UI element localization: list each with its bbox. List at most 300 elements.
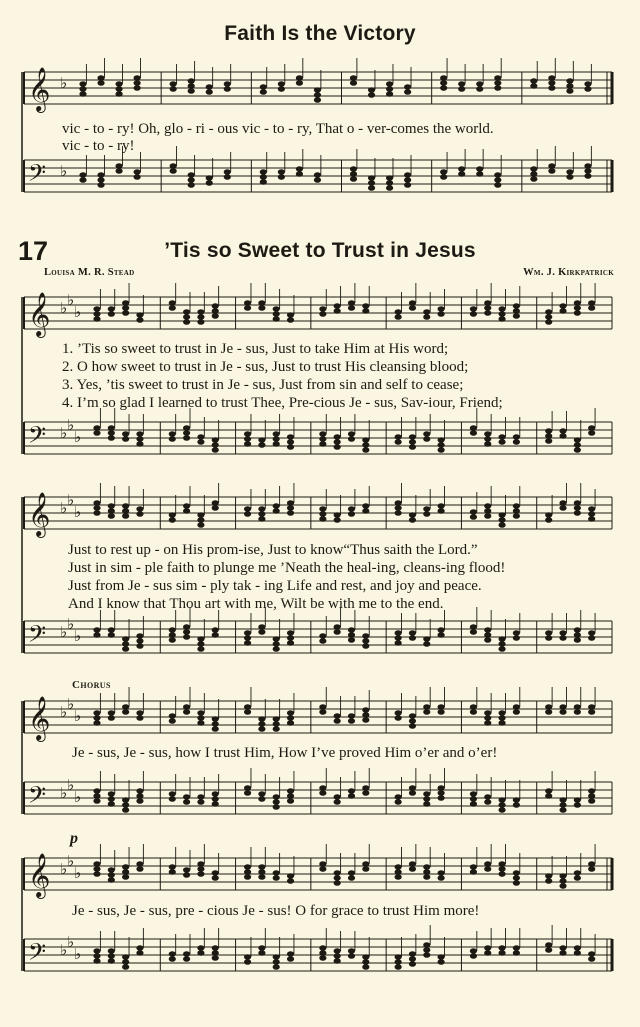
note-head xyxy=(136,441,143,447)
note-head xyxy=(188,182,195,188)
note-head xyxy=(334,875,341,881)
note-head xyxy=(287,510,294,516)
note-head xyxy=(212,442,219,448)
note-head xyxy=(588,956,595,962)
note-head xyxy=(438,709,445,715)
note-head xyxy=(319,638,326,644)
note-head xyxy=(574,500,581,506)
note-head xyxy=(197,314,204,320)
note-head xyxy=(334,444,341,450)
note-head xyxy=(319,945,326,951)
note-head xyxy=(584,168,591,174)
note-head xyxy=(319,306,326,312)
note-head xyxy=(409,961,416,967)
note-head xyxy=(574,437,581,443)
note-head xyxy=(188,88,195,94)
note-head xyxy=(395,314,402,320)
note-head xyxy=(212,505,219,511)
note-head xyxy=(470,514,477,520)
bass-clef: 𝄢 xyxy=(28,781,47,814)
note-head xyxy=(224,169,231,175)
note-head xyxy=(386,175,393,181)
verse-2-line: Just in sim - ple faith to plunge me ’Neath the heal-ing, cleans-ing flood! xyxy=(68,560,506,576)
note-head xyxy=(513,508,520,514)
note-head xyxy=(97,75,104,81)
note-head xyxy=(197,861,204,867)
note-head xyxy=(79,177,86,183)
note-head xyxy=(588,951,595,957)
note-head xyxy=(296,171,303,177)
note-head xyxy=(566,174,573,180)
note-head xyxy=(108,953,115,959)
note-head xyxy=(588,866,595,872)
note-head xyxy=(584,163,591,169)
note-head xyxy=(498,950,505,956)
note-head xyxy=(287,434,294,440)
note-head xyxy=(136,436,143,442)
note-head xyxy=(244,640,251,646)
note-head xyxy=(545,878,552,884)
note-head xyxy=(287,788,294,794)
note-head xyxy=(494,177,501,183)
note-head xyxy=(348,718,355,724)
note-head xyxy=(244,441,251,447)
note-head xyxy=(440,80,447,86)
flat-sign: ♭ xyxy=(74,303,82,321)
note-head xyxy=(108,710,115,716)
note-head xyxy=(470,864,477,870)
note-head xyxy=(93,430,100,436)
note-head xyxy=(498,866,505,872)
note-head xyxy=(122,964,129,970)
note-head xyxy=(574,632,581,638)
note-head xyxy=(115,163,122,169)
note-head xyxy=(197,794,204,800)
note-head xyxy=(513,950,520,956)
note-head xyxy=(287,312,294,318)
note-head xyxy=(108,867,115,873)
note-head xyxy=(134,174,141,180)
flat-sign: ♭ xyxy=(67,416,75,434)
note-head xyxy=(588,788,595,794)
note-head xyxy=(559,308,566,314)
note-head xyxy=(314,177,321,183)
note-head xyxy=(395,874,402,880)
hymn-title-faith-is-the-victory: Faith Is the Victory xyxy=(224,22,416,45)
note-head xyxy=(409,300,416,306)
note-head xyxy=(559,630,566,636)
note-head xyxy=(513,630,520,636)
note-head xyxy=(258,629,265,635)
note-head xyxy=(423,704,430,710)
verse-1-line: Just to rest up - on His prom-ise, Just to know“Thus saith the Lord.” xyxy=(68,542,478,558)
note-head xyxy=(409,630,416,636)
note-head xyxy=(287,715,294,721)
note-head xyxy=(136,945,143,951)
note-head xyxy=(183,425,190,431)
note-head xyxy=(273,794,280,800)
note-head xyxy=(122,508,129,514)
note-head xyxy=(334,953,341,959)
note-head xyxy=(438,447,445,453)
note-head xyxy=(588,511,595,517)
note-head xyxy=(494,85,501,91)
note-head xyxy=(438,503,445,509)
note-head xyxy=(108,948,115,954)
note-head xyxy=(212,955,219,961)
note-head xyxy=(97,172,104,178)
note-head xyxy=(545,942,552,948)
note-head xyxy=(438,790,445,796)
note-head xyxy=(93,953,100,959)
treble-clef: 𝄞 xyxy=(28,853,51,897)
note-head xyxy=(574,875,581,881)
note-head xyxy=(183,503,190,509)
verse-4-line: And I know that Thou art with me, Wilt be with me to the end. xyxy=(68,596,444,612)
note-head xyxy=(136,312,143,318)
note-head xyxy=(484,710,491,716)
note-head xyxy=(169,627,176,633)
note-head xyxy=(423,796,430,802)
note-head xyxy=(169,713,176,719)
note-head xyxy=(136,633,143,639)
note-head xyxy=(362,712,369,718)
note-head xyxy=(574,442,581,448)
note-head xyxy=(319,861,326,867)
note-head xyxy=(438,875,445,881)
note-head xyxy=(362,643,369,649)
note-head xyxy=(438,627,445,633)
flat-sign: ♭ xyxy=(60,784,68,802)
note-head xyxy=(438,870,445,876)
note-head xyxy=(273,311,280,317)
note-head xyxy=(438,442,445,448)
note-head xyxy=(362,442,369,448)
note-head xyxy=(362,303,369,309)
note-head xyxy=(188,78,195,84)
note-head xyxy=(244,709,251,715)
note-head xyxy=(423,314,430,320)
note-head xyxy=(108,877,115,883)
note-head xyxy=(559,950,566,956)
note-head xyxy=(273,431,280,437)
note-head xyxy=(498,434,505,440)
note-head xyxy=(409,956,416,962)
note-head xyxy=(183,794,190,800)
note-head xyxy=(362,707,369,713)
note-head xyxy=(484,503,491,509)
note-head xyxy=(108,508,115,514)
note-head xyxy=(183,629,190,635)
note-head xyxy=(206,175,213,181)
note-head xyxy=(559,802,566,808)
note-head xyxy=(470,629,477,635)
note-head xyxy=(212,716,219,722)
note-head xyxy=(498,311,505,317)
note-head xyxy=(484,431,491,437)
note-head xyxy=(574,447,581,453)
note-head xyxy=(108,791,115,797)
note-head xyxy=(319,506,326,512)
note-head xyxy=(423,431,430,437)
note-head xyxy=(97,182,104,188)
note-head xyxy=(260,174,267,180)
note-head xyxy=(559,428,566,434)
note-head xyxy=(183,435,190,441)
note-head xyxy=(545,873,552,879)
treble-clef: 𝄞 xyxy=(28,492,51,536)
note-head xyxy=(273,875,280,881)
note-head xyxy=(334,958,341,964)
note-head xyxy=(206,180,213,186)
note-head xyxy=(319,866,326,872)
note-head xyxy=(93,720,100,726)
note-head xyxy=(319,790,326,796)
note-head xyxy=(350,80,357,86)
note-head xyxy=(395,959,402,965)
note-head xyxy=(395,505,402,511)
note-head xyxy=(513,308,520,314)
note-head xyxy=(498,646,505,652)
note-head xyxy=(260,169,267,175)
note-head xyxy=(588,305,595,311)
note-head xyxy=(93,425,100,431)
dynamic-piano-mark: p xyxy=(70,830,78,847)
note-head xyxy=(183,799,190,805)
note-head xyxy=(93,866,100,872)
note-head xyxy=(122,436,129,442)
note-head xyxy=(258,796,265,802)
note-head xyxy=(530,78,537,84)
note-head xyxy=(122,807,129,813)
note-head xyxy=(484,441,491,447)
note-head xyxy=(440,174,447,180)
note-head xyxy=(319,311,326,317)
note-head xyxy=(348,713,355,719)
note-head xyxy=(409,512,416,518)
note-head xyxy=(334,880,341,886)
note-head xyxy=(197,439,204,445)
note-head xyxy=(395,640,402,646)
flat-sign: ♭ xyxy=(60,299,68,317)
note-head xyxy=(334,303,341,309)
note-head xyxy=(438,437,445,443)
note-head xyxy=(395,964,402,970)
note-head xyxy=(287,710,294,716)
flat-sign: ♭ xyxy=(60,623,68,641)
note-head xyxy=(423,874,430,880)
note-head xyxy=(498,710,505,716)
note-head xyxy=(258,716,265,722)
note-head xyxy=(122,869,129,875)
note-head xyxy=(395,715,402,721)
note-head xyxy=(348,511,355,517)
note-head xyxy=(513,513,520,519)
note-head xyxy=(494,172,501,178)
note-head xyxy=(498,641,505,647)
note-head xyxy=(122,300,129,306)
note-head xyxy=(574,300,581,306)
note-head xyxy=(334,870,341,876)
verse-4-line: 4. I’m so glad I learned to trust Thee, Pre-cious Je - sus, Sav-iour, Friend; xyxy=(62,395,503,411)
note-head xyxy=(513,704,520,710)
note-head xyxy=(108,513,115,519)
note-head xyxy=(395,439,402,445)
note-head xyxy=(559,635,566,641)
note-head xyxy=(273,503,280,509)
note-head xyxy=(458,171,465,177)
note-head xyxy=(548,75,555,81)
note-head xyxy=(584,173,591,179)
note-head xyxy=(498,522,505,528)
note-head xyxy=(498,802,505,808)
note-head xyxy=(273,954,280,960)
note-head xyxy=(334,439,341,445)
note-head xyxy=(484,310,491,316)
note-head xyxy=(395,799,402,805)
note-head xyxy=(93,510,100,516)
note-head xyxy=(319,436,326,442)
note-head xyxy=(423,947,430,953)
note-head xyxy=(122,959,129,965)
note-head xyxy=(348,637,355,643)
note-head xyxy=(484,436,491,442)
note-head xyxy=(183,951,190,957)
note-head xyxy=(395,434,402,440)
note-head xyxy=(409,718,416,724)
hymn-title-tis-so-sweet: ’Tis so Sweet to Trust in Jesus xyxy=(164,239,476,262)
note-head xyxy=(470,311,477,317)
note-head xyxy=(136,643,143,649)
note-head xyxy=(93,861,100,867)
note-head xyxy=(438,311,445,317)
note-head xyxy=(169,791,176,797)
note-head xyxy=(559,945,566,951)
note-head xyxy=(134,80,141,86)
note-head xyxy=(122,874,129,880)
note-head xyxy=(93,306,100,312)
flat-sign: ♭ xyxy=(60,941,68,959)
note-head xyxy=(348,632,355,638)
note-head xyxy=(574,709,581,715)
note-head xyxy=(212,721,219,727)
note-head xyxy=(574,505,581,511)
note-head xyxy=(334,434,341,440)
note-head xyxy=(212,950,219,956)
note-head xyxy=(258,726,265,732)
note-head xyxy=(484,945,491,951)
note-head xyxy=(548,168,555,174)
note-head xyxy=(350,176,357,182)
note-head xyxy=(188,177,195,183)
note-head xyxy=(108,627,115,633)
note-head xyxy=(362,437,369,443)
note-head xyxy=(588,709,595,715)
note-head xyxy=(273,316,280,322)
note-head xyxy=(244,864,251,870)
note-head xyxy=(93,798,100,804)
note-head xyxy=(484,513,491,519)
note-head xyxy=(395,635,402,641)
note-head xyxy=(134,169,141,175)
note-head xyxy=(440,75,447,81)
note-head xyxy=(423,952,430,958)
note-head xyxy=(169,864,176,870)
note-head xyxy=(122,310,129,316)
note-head xyxy=(348,300,355,306)
note-head xyxy=(93,500,100,506)
note-head xyxy=(206,89,213,95)
note-head xyxy=(409,439,416,445)
note-head xyxy=(334,718,341,724)
note-head xyxy=(136,317,143,323)
note-head xyxy=(588,793,595,799)
note-head xyxy=(197,945,204,951)
note-head xyxy=(386,185,393,191)
note-head xyxy=(197,710,204,716)
note-head xyxy=(287,951,294,957)
note-head xyxy=(273,641,280,647)
note-head xyxy=(559,807,566,813)
note-head xyxy=(513,802,520,808)
note-head xyxy=(212,437,219,443)
note-head xyxy=(404,84,411,90)
note-head xyxy=(273,726,280,732)
note-head xyxy=(260,89,267,95)
note-head xyxy=(409,635,416,641)
note-head xyxy=(362,308,369,314)
note-head xyxy=(409,723,416,729)
note-head xyxy=(548,85,555,91)
note-head xyxy=(545,319,552,325)
note-head xyxy=(513,313,520,319)
note-head xyxy=(206,84,213,90)
note-head xyxy=(273,716,280,722)
note-head xyxy=(566,78,573,84)
note-head xyxy=(588,704,595,710)
note-head xyxy=(197,434,204,440)
note-head xyxy=(423,709,430,715)
flat-sign: ♭ xyxy=(60,162,68,180)
note-head xyxy=(188,83,195,89)
note-head xyxy=(170,86,177,92)
note-head xyxy=(108,632,115,638)
note-head xyxy=(287,873,294,879)
note-head xyxy=(545,433,552,439)
note-head xyxy=(350,166,357,172)
note-head xyxy=(348,870,355,876)
note-head xyxy=(314,97,321,103)
note-head xyxy=(574,627,581,633)
verse-2-line: 2. O how sweet to trust in Je - sus, Just to trust His cleansing blood; xyxy=(62,359,469,375)
chorus-label: Chorus xyxy=(72,679,111,691)
note-head xyxy=(244,790,251,796)
note-head xyxy=(574,704,581,710)
note-head xyxy=(588,516,595,522)
note-head xyxy=(136,950,143,956)
note-head xyxy=(314,87,321,93)
note-head xyxy=(273,636,280,642)
note-head xyxy=(498,636,505,642)
note-head xyxy=(287,798,294,804)
note-head xyxy=(197,309,204,315)
note-head xyxy=(183,867,190,873)
flat-sign: ♭ xyxy=(67,776,75,794)
note-head xyxy=(260,179,267,185)
note-head xyxy=(169,517,176,523)
note-head xyxy=(438,632,445,638)
note-head xyxy=(258,869,265,875)
